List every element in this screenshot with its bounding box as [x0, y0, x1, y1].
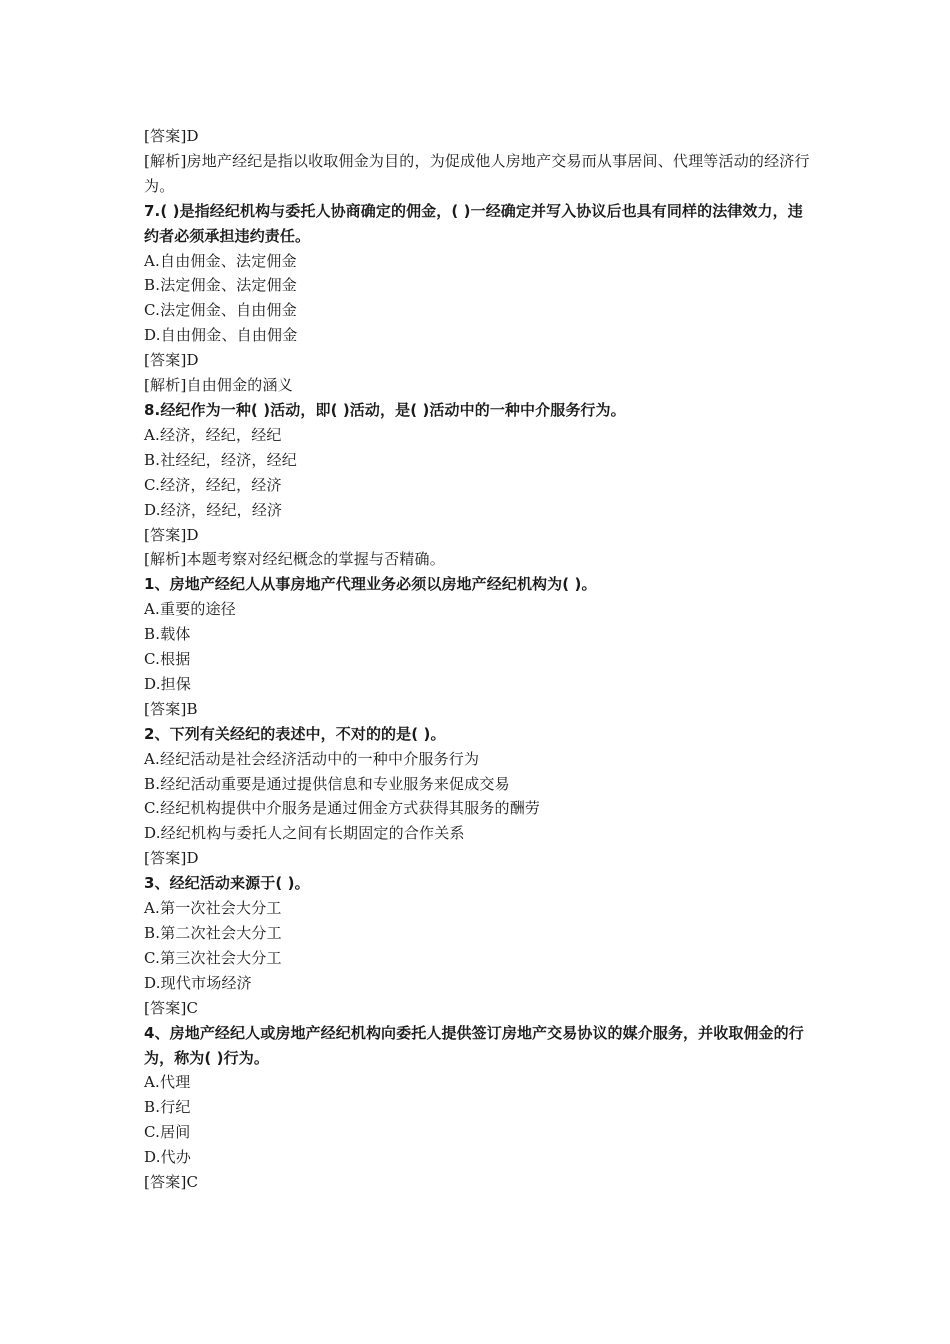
- answer-line: [答案]C: [144, 1173, 199, 1192]
- answer-line: [答案]D: [144, 351, 199, 370]
- answer-line: [答案]D: [144, 525, 199, 544]
- question-8: 8.经纪作为一种( )活动，即( )活动，是( )活动中的一种中介服务行为。: [144, 400, 626, 419]
- option-d: D.自由佣金、自由佣金: [144, 326, 298, 345]
- option-a: A.代理: [144, 1073, 191, 1092]
- question-7: 7.( )是指经纪机构与委托人协商确定的佣金，( )一经确定并写入协议后也具有同样的法律效力，违约者必须承担违约责任。: [144, 201, 803, 245]
- option-b: B.社经纪，经济，经纪: [144, 450, 297, 469]
- answer-line: [答案]D: [144, 849, 199, 868]
- question-1: 1、房地产经纪人从事房地产代理业务必须以房地产经纪机构为( )。: [144, 575, 597, 594]
- option-d: D.担保: [144, 674, 192, 693]
- question-4: 4、房地产经纪人或房地产经纪机构向委托人提供签订房地产交易协议的媒介服务，并收取佣金的行为，称为( )行为。: [144, 1023, 804, 1067]
- explanation-line: [解析]本题考察对经纪概念的掌握与否精确。: [144, 550, 445, 569]
- option-b: B.行纪: [144, 1098, 191, 1117]
- option-d: D.经济，经纪，经济: [144, 500, 283, 519]
- option-b: B.载体: [144, 625, 191, 644]
- option-c: C.居间: [144, 1123, 191, 1142]
- document-body: [144, 124, 810, 1195]
- option-b: B.法定佣金、法定佣金: [144, 276, 297, 295]
- option-d: D.代办: [144, 1148, 192, 1167]
- option-d: D.经纪机构与委托人之间有长期固定的合作关系: [144, 824, 465, 843]
- option-a: A.自由佣金、法定佣金: [144, 251, 297, 270]
- explanation-line: [解析]房地产经纪是指以收取佣金为目的，为促成他人房地产交易而从事居间、代理等活动的经济行为。: [144, 151, 810, 195]
- option-b: B.经纪活动重要是通过提供信息和专业服务来促成交易: [144, 774, 510, 793]
- option-c: C.根据: [144, 650, 191, 669]
- option-d: D.现代市场经济: [144, 973, 252, 992]
- option-a: A.重要的途径: [144, 600, 237, 619]
- option-a: A.第一次社会大分工: [144, 899, 282, 918]
- option-a: A.经纪活动是社会经济活动中的一种中介服务行为: [144, 749, 480, 768]
- explanation-line: [解析]自由佣金的涵义: [144, 376, 293, 395]
- option-c: C.法定佣金、自由佣金: [144, 301, 297, 320]
- option-c: C.第三次社会大分工: [144, 948, 282, 967]
- question-2: 2、下列有关经纪的表述中，不对的的是( )。: [144, 724, 446, 743]
- answer-line: [答案]B: [144, 699, 198, 718]
- answer-line: [答案]D: [144, 127, 199, 145]
- option-a: A.经济，经纪，经纪: [144, 425, 282, 444]
- option-c: C.经纪机构提供中介服务是通过佣金方式获得其服务的酬劳: [144, 799, 541, 818]
- option-c: C.经济，经纪，经济: [144, 475, 282, 494]
- question-3: 3、经纪活动来源于( )。: [144, 874, 310, 893]
- option-b: B.第二次社会大分工: [144, 924, 282, 942]
- answer-line: [答案]C: [144, 998, 199, 1017]
